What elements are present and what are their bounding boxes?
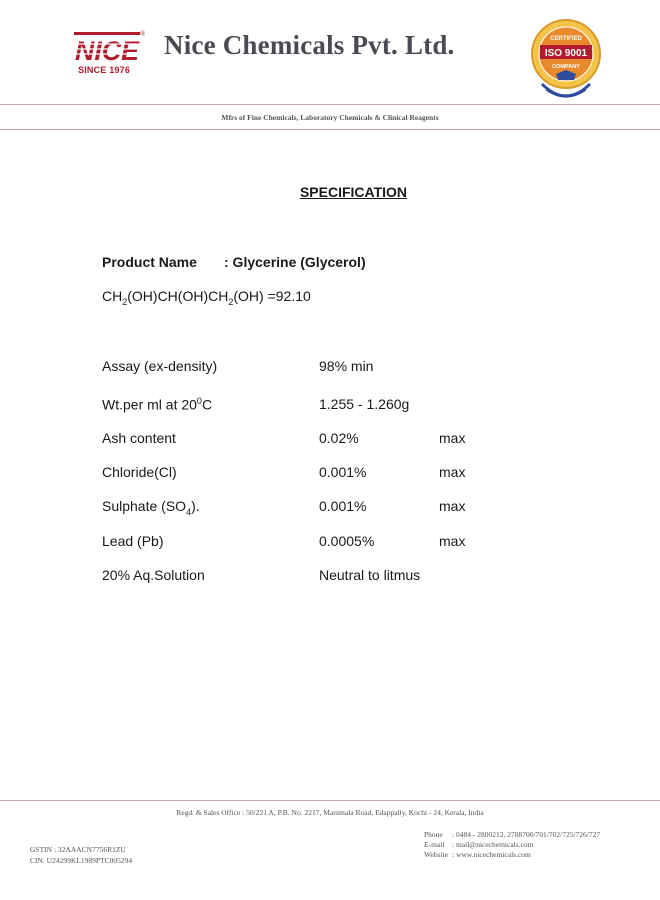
spec-value: 0.0005% bbox=[319, 533, 375, 549]
company-name: Nice Chemicals Pvt. Ltd. bbox=[164, 30, 455, 60]
chemical-formula: $CH_2(OH)CH(OH)CH_2(OH) =92.10$ bbox=[102, 288, 311, 307]
product-name-line bbox=[102, 254, 366, 270]
spec-parameter: Sulphate $(SO_4)$. bbox=[102, 498, 200, 517]
spec-value: 98% min bbox=[319, 358, 374, 374]
footer-phone: Phone : 0484 - 2800212, 2788700/701/702/725/726/727 bbox=[424, 830, 601, 839]
registered-mark: ® bbox=[140, 30, 146, 38]
logo-text: NICE bbox=[75, 36, 140, 64]
spec-parameter: Lead (Pb) bbox=[102, 533, 164, 549]
document-title: SPECIFICATION bbox=[299, 184, 408, 200]
spec-value: 1.255 - 1.260g bbox=[319, 396, 410, 412]
spec-limit: max bbox=[439, 498, 466, 514]
seal-top-text: CERTIFIED bbox=[550, 36, 582, 42]
spec-row bbox=[102, 498, 522, 518]
footer-website: Website : www.nicechemicals.com bbox=[424, 850, 531, 859]
product-name-label: Product Name bbox=[102, 254, 197, 270]
iso-certified-seal bbox=[528, 16, 604, 106]
spec-row bbox=[102, 567, 522, 587]
spec-parameter: 20% Aq.Solution bbox=[102, 567, 205, 583]
spec-parameter: Ash content bbox=[102, 430, 176, 446]
logo-since-text: SINCE 1976 bbox=[78, 65, 131, 75]
spec-parameter: Chloride(Cl) bbox=[102, 464, 177, 480]
footer-contact bbox=[424, 830, 600, 860]
company-logo bbox=[74, 32, 146, 78]
seal-main-text: ISO 9001 bbox=[544, 48, 588, 59]
spec-parameter: Assay (ex-density) bbox=[102, 358, 218, 374]
footer-address: Regd. & Sales Office : 50/221 A, P.B. No. 2217, Manimala Road, Edappally, Kochi - 24, Kerala, India bbox=[176, 808, 484, 817]
spec-value: Neutral to litmus bbox=[319, 567, 421, 583]
spec-row bbox=[102, 533, 522, 553]
header-rule-top bbox=[0, 104, 660, 105]
company-tagline: Mfrs of Fine Chemicals, Laboratory Chemicals & Clinical Reagents bbox=[221, 113, 439, 122]
seal-bottom-text: COMPANY bbox=[552, 64, 580, 70]
gstin-number: GSTIN : 32AAACN7756R1ZU bbox=[30, 845, 126, 854]
footer-rule bbox=[0, 800, 660, 801]
footer-registration bbox=[30, 844, 132, 866]
spec-row bbox=[102, 358, 522, 378]
spec-value: 0.02% bbox=[319, 430, 359, 446]
spec-limit: max bbox=[439, 464, 466, 480]
spec-row bbox=[102, 464, 522, 484]
product-name-value: : Glycerine (Glycerol) bbox=[224, 254, 366, 270]
spec-value: 0.001% bbox=[319, 498, 367, 514]
spec-row bbox=[102, 396, 522, 416]
nice-logo-mark bbox=[74, 32, 146, 64]
spec-row bbox=[102, 430, 522, 450]
spec-value: 0.001% bbox=[319, 464, 367, 480]
spec-parameter: Wt.per ml at $20^0C$ bbox=[102, 396, 213, 413]
header-rule-bottom bbox=[0, 129, 660, 130]
spec-limit: max bbox=[439, 533, 466, 549]
footer-email: E-mail : mail@nicechemicals.com bbox=[424, 840, 534, 849]
spec-limit: max bbox=[439, 430, 466, 446]
cin-number: CIN. U24299KL1989PTC005294 bbox=[30, 856, 133, 865]
